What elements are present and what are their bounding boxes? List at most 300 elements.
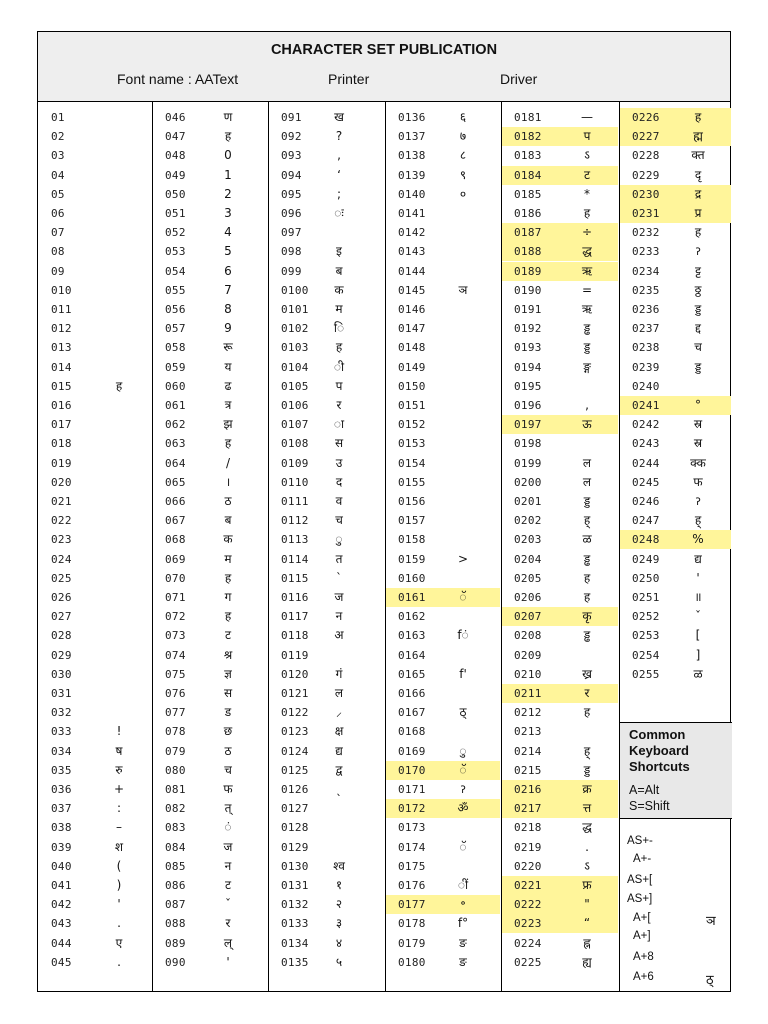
char-code: 0123 <box>281 725 309 739</box>
table-row <box>39 492 151 511</box>
table-row <box>153 492 267 511</box>
char-code: 057 <box>165 322 186 336</box>
code-column-1 <box>38 102 153 992</box>
table-row <box>39 319 151 338</box>
char-code: 0226 <box>632 111 660 124</box>
table-row <box>502 703 618 722</box>
char-code: 0198 <box>514 437 542 451</box>
char-code: 0100 <box>281 283 309 297</box>
table-row <box>153 262 267 281</box>
char-code: 043 <box>51 917 72 931</box>
table-row <box>269 761 384 780</box>
table-row <box>39 799 151 818</box>
table-row <box>39 146 151 165</box>
highlighted-table-row <box>620 204 731 223</box>
table-row <box>39 434 151 453</box>
char-glyph: 7 <box>224 282 232 297</box>
char-glyph: ड्ढ <box>583 628 591 643</box>
table-row <box>502 838 618 857</box>
table-row <box>386 742 500 761</box>
font-name-label: Font name : AAText <box>117 71 239 87</box>
char-code: 0236 <box>632 303 660 316</box>
char-glyph: रू <box>223 340 233 355</box>
char-glyph: ९ <box>459 167 467 182</box>
char-glyph: र <box>225 916 231 931</box>
char-glyph: अ <box>334 628 344 643</box>
char-code: 075 <box>165 667 186 681</box>
char-code: 0196 <box>514 399 542 412</box>
table-row <box>153 607 267 626</box>
table-row <box>39 857 151 876</box>
char-glyph: ठ <box>224 494 232 508</box>
char-glyph: ज्ञ <box>224 666 232 681</box>
char-code: 012 <box>51 322 72 336</box>
table-row <box>386 319 500 338</box>
char-glyph: + <box>113 782 125 796</box>
char-glyph: ॅ <box>459 762 467 777</box>
char-glyph: 2 <box>224 186 232 201</box>
shortcut-combo: A+[ <box>633 912 651 924</box>
char-code: 0101 <box>281 303 309 316</box>
table-row <box>620 550 731 569</box>
char-glyph: श <box>114 839 124 854</box>
char-glyph: 3 <box>224 206 232 220</box>
table-row <box>39 953 151 972</box>
char-code: 010 <box>51 283 72 297</box>
highlighted-table-row <box>502 914 618 933</box>
char-code: 094 <box>281 168 302 182</box>
char-code: 0243 <box>632 437 660 451</box>
table-row <box>39 454 151 473</box>
char-glyph: रु <box>115 762 123 777</box>
char-glyph: छ <box>223 724 233 739</box>
table-row <box>269 703 384 722</box>
char-code: 082 <box>165 802 186 816</box>
table-row <box>269 281 384 300</box>
char-glyph: म <box>224 551 232 566</box>
table-row <box>386 626 500 645</box>
char-glyph: र <box>336 398 342 412</box>
char-code: 0247 <box>632 514 660 528</box>
char-code: 065 <box>165 475 186 489</box>
char-glyph: त् <box>224 801 232 816</box>
char-glyph: ऊ <box>582 417 592 432</box>
table-row <box>269 914 384 933</box>
table-row <box>153 281 267 300</box>
char-glyph: प <box>583 129 591 144</box>
char-glyph: द्ध <box>582 244 592 259</box>
table-row <box>502 934 618 953</box>
char-code: 0200 <box>514 475 542 489</box>
char-code: 051 <box>165 207 186 220</box>
char-glyph: फ <box>223 782 233 796</box>
char-glyph: ' <box>117 897 121 912</box>
char-code: 0125 <box>281 763 309 777</box>
highlighted-table-row <box>386 761 500 780</box>
table-row <box>269 492 384 511</box>
char-code: 0118 <box>281 629 309 643</box>
char-code: 0229 <box>632 168 660 182</box>
char-code: 063 <box>165 437 186 451</box>
table-row <box>502 319 618 338</box>
table-row <box>386 185 500 204</box>
char-glyph: २ <box>335 897 343 912</box>
char-code: 048 <box>165 149 186 163</box>
code-column-4 <box>385 102 502 992</box>
header-panel <box>38 32 730 102</box>
char-glyph: क <box>223 532 233 547</box>
char-glyph: ब <box>224 513 232 528</box>
char-glyph: ˇ <box>695 609 701 624</box>
char-glyph: ड्ड <box>583 340 591 355</box>
table-row <box>269 300 384 319</box>
character-set-sheet <box>37 31 731 992</box>
table-row <box>620 473 731 492</box>
char-code: 026 <box>51 591 72 604</box>
char-glyph: ह <box>694 225 702 240</box>
char-glyph: न <box>335 609 343 624</box>
shortcut-combo: AS+] <box>627 893 653 905</box>
char-glyph: — <box>581 110 593 124</box>
char-code: 031 <box>51 687 72 700</box>
highlighted-table-row <box>502 799 618 818</box>
table-row <box>386 262 500 281</box>
char-code: 0117 <box>281 610 309 624</box>
table-row <box>39 300 151 319</box>
char-code: 0162 <box>398 610 426 624</box>
char-glyph: ु <box>459 743 467 758</box>
table-row <box>153 646 267 665</box>
highlighted-table-row <box>386 895 500 914</box>
table-row <box>620 646 731 665</box>
char-glyph: ॽ <box>695 494 701 508</box>
char-code: 0124 <box>281 744 309 758</box>
char-code: 050 <box>165 187 186 201</box>
table-row <box>39 646 151 665</box>
table-row <box>620 665 731 684</box>
table-row <box>153 626 267 645</box>
table-row <box>153 204 267 223</box>
char-code: 0251 <box>632 591 660 604</box>
char-code: 0199 <box>514 456 542 470</box>
char-glyph: द्द <box>695 321 701 336</box>
char-code: 033 <box>51 725 72 739</box>
char-code: 0205 <box>514 571 542 585</box>
char-code: 0153 <box>398 437 426 451</box>
char-glyph: ड्ड <box>583 494 591 508</box>
char-code: 0170 <box>398 763 426 777</box>
char-code: 0151 <box>398 399 426 412</box>
table-row <box>269 665 384 684</box>
table-row <box>269 223 384 242</box>
table-row <box>39 722 151 741</box>
char-glyph: / <box>225 455 231 470</box>
char-glyph: ) <box>116 878 122 892</box>
char-code: 0234 <box>632 264 660 278</box>
char-code: 0140 <box>398 187 426 201</box>
char-code: 0217 <box>514 802 542 816</box>
char-code: 035 <box>51 763 72 777</box>
char-code: 024 <box>51 552 72 566</box>
char-glyph: = <box>581 282 593 297</box>
char-code: 0156 <box>398 495 426 508</box>
table-row <box>39 473 151 492</box>
char-glyph: ‘ <box>337 167 341 182</box>
char-glyph: व <box>335 494 343 508</box>
char-code: 045 <box>51 955 72 969</box>
char-code: 092 <box>281 130 302 144</box>
char-code: 0120 <box>281 667 309 681</box>
table-row <box>502 204 618 223</box>
char-glyph: ४ <box>335 935 343 950</box>
char-glyph: ह <box>694 110 702 124</box>
char-glyph: ङ्ग <box>583 359 591 374</box>
char-glyph: 6 <box>224 263 232 278</box>
table-row <box>386 607 500 626</box>
table-row <box>620 626 731 645</box>
char-code: 0222 <box>514 898 542 912</box>
table-row <box>269 646 384 665</box>
table-row <box>153 588 267 607</box>
char-code: 018 <box>51 437 72 451</box>
table-row <box>39 242 151 261</box>
char-code: 062 <box>165 418 186 432</box>
table-row <box>153 569 267 588</box>
table-row <box>502 588 618 607</box>
table-row <box>502 550 618 569</box>
char-code: 0129 <box>281 840 309 854</box>
char-code: 0237 <box>632 322 660 336</box>
char-code: 0150 <box>398 379 426 393</box>
char-glyph: क्क <box>690 455 706 470</box>
char-glyph: ॐ <box>457 801 469 816</box>
char-code: 0180 <box>398 955 426 969</box>
char-code: 089 <box>165 936 186 950</box>
table-row <box>502 818 618 837</box>
char-code: 0242 <box>632 418 660 432</box>
shortcut-glyph: ठ् <box>706 972 714 987</box>
char-glyph: 9 <box>224 321 232 336</box>
table-row <box>153 146 267 165</box>
table-row <box>502 569 618 588</box>
shortcut-glyph: ञ <box>706 913 716 928</box>
table-row <box>39 262 151 281</box>
char-code: 052 <box>165 226 186 240</box>
char-glyph: ल् <box>223 935 233 950</box>
char-glyph: ञ <box>458 282 468 297</box>
table-row <box>502 761 618 780</box>
char-glyph: च <box>335 513 343 528</box>
char-glyph: ट <box>224 878 232 892</box>
table-row <box>620 569 731 588</box>
char-code: 0104 <box>281 360 309 374</box>
char-code: 0126 <box>281 783 309 796</box>
char-code: 053 <box>165 245 186 259</box>
char-code: 059 <box>165 360 186 374</box>
table-row <box>386 934 500 953</box>
table-row <box>39 665 151 684</box>
table-row <box>269 377 384 396</box>
table-row <box>153 358 267 377</box>
char-code: 070 <box>165 571 186 585</box>
table-row <box>386 204 500 223</box>
char-glyph: च <box>224 762 232 777</box>
table-row <box>39 588 151 607</box>
char-code: 087 <box>165 898 186 912</box>
table-row <box>502 492 618 511</box>
char-code: 0197 <box>514 418 542 432</box>
char-glyph: ! <box>116 724 122 739</box>
char-glyph: ऋ <box>581 302 593 316</box>
char-glyph: ऽ <box>584 858 590 873</box>
char-glyph: ष <box>115 743 123 758</box>
table-row <box>153 511 267 530</box>
table-row <box>386 492 500 511</box>
char-code: 0201 <box>514 495 542 508</box>
char-code: 0208 <box>514 629 542 643</box>
char-code: 0116 <box>281 591 309 604</box>
char-code: 0194 <box>514 360 542 374</box>
char-code: 0218 <box>514 821 542 835</box>
table-row <box>153 166 267 185</box>
char-glyph: ख्र <box>582 666 592 681</box>
char-glyph: ि <box>333 321 345 336</box>
char-glyph: ˇ <box>225 897 231 912</box>
table-row <box>386 703 500 722</box>
char-glyph: : <box>116 801 122 816</box>
char-code: 0114 <box>281 552 309 566</box>
char-glyph: ु <box>335 532 343 547</box>
char-code: 049 <box>165 168 186 182</box>
char-code: 0220 <box>514 859 542 873</box>
highlighted-table-row <box>502 895 618 914</box>
char-code: 0141 <box>398 207 426 220</box>
table-row <box>153 914 267 933</box>
table-row <box>153 319 267 338</box>
shift-legend: S=Shift <box>629 799 670 813</box>
table-row <box>386 434 500 453</box>
char-code: 0212 <box>514 706 542 720</box>
char-code: 081 <box>165 783 186 796</box>
char-code: 061 <box>165 399 186 412</box>
char-code: 011 <box>51 303 72 316</box>
char-code: 0115 <box>281 571 309 585</box>
char-code: 055 <box>165 283 186 297</box>
char-glyph: * <box>584 186 590 201</box>
char-glyph: ज <box>334 590 344 604</box>
char-glyph: 0 <box>224 148 232 163</box>
char-code: 067 <box>165 514 186 528</box>
char-code: 015 <box>51 379 72 393</box>
char-glyph: स्र <box>693 436 703 451</box>
char-glyph: ड्ढ <box>583 321 591 336</box>
char-code: 0159 <box>398 552 426 566</box>
char-code: 0102 <box>281 322 309 336</box>
table-row <box>386 780 500 799</box>
char-glyph: ( <box>116 858 122 873</box>
char-code: 058 <box>165 341 186 355</box>
char-code: 0211 <box>514 687 542 700</box>
char-code: 0191 <box>514 303 542 316</box>
char-code: 0152 <box>398 418 426 432</box>
char-glyph: ब <box>335 263 343 278</box>
char-glyph: ं <box>224 820 232 835</box>
char-code: 06 <box>51 207 65 220</box>
table-row <box>620 319 731 338</box>
table-row <box>39 703 151 722</box>
table-row <box>502 396 618 415</box>
char-code: 0176 <box>398 879 426 892</box>
char-glyph: ः <box>334 206 344 220</box>
char-glyph: 4 <box>224 225 232 240</box>
table-row <box>502 300 618 319</box>
table-row <box>386 818 500 837</box>
char-code: 0245 <box>632 475 660 489</box>
table-row <box>386 242 500 261</box>
char-glyph: ए <box>115 935 123 950</box>
char-code: 0246 <box>632 495 660 508</box>
table-row <box>269 934 384 953</box>
char-code: 091 <box>281 111 302 124</box>
char-glyph: त्र <box>224 398 232 412</box>
char-glyph: इ <box>336 244 342 259</box>
table-row <box>153 818 267 837</box>
table-row <box>620 166 731 185</box>
char-code: 0108 <box>281 437 309 451</box>
char-code: 068 <box>165 533 186 547</box>
char-glyph: ह्न <box>583 935 591 950</box>
char-code: 0145 <box>398 283 426 297</box>
table-row <box>39 742 151 761</box>
table-row <box>502 454 618 473</box>
char-code: 0139 <box>398 168 426 182</box>
table-row <box>386 166 500 185</box>
table-row <box>153 895 267 914</box>
char-code: 0193 <box>514 341 542 355</box>
char-code: 022 <box>51 514 72 528</box>
char-glyph: ˎ <box>336 782 342 796</box>
table-row <box>386 550 500 569</box>
char-code: 0248 <box>632 533 660 547</box>
char-glyph: झ <box>223 417 233 432</box>
char-glyph: ' <box>226 954 230 969</box>
char-glyph: ३ <box>335 916 343 931</box>
char-code: 0188 <box>514 245 542 259</box>
char-glyph: [ <box>695 628 701 643</box>
char-code: 0238 <box>632 341 660 355</box>
char-code: 0214 <box>514 744 542 758</box>
char-code: 0224 <box>514 936 542 950</box>
table-row <box>386 530 500 549</box>
table-row <box>269 626 384 645</box>
char-code: 0135 <box>281 955 309 969</box>
char-glyph: प्र <box>694 206 702 220</box>
table-row <box>269 338 384 357</box>
table-row <box>269 818 384 837</box>
char-glyph: क <box>334 282 344 297</box>
char-glyph: म <box>335 302 343 316</box>
table-row <box>153 799 267 818</box>
char-code: 0121 <box>281 687 309 700</box>
table-row <box>502 185 618 204</box>
char-glyph: ह <box>115 378 123 393</box>
table-row <box>502 857 618 876</box>
char-glyph: . <box>585 839 589 854</box>
char-code: 084 <box>165 840 186 854</box>
char-glyph: ळ <box>693 666 703 681</box>
table-row <box>502 626 618 645</box>
char-glyph: ल <box>582 474 592 489</box>
